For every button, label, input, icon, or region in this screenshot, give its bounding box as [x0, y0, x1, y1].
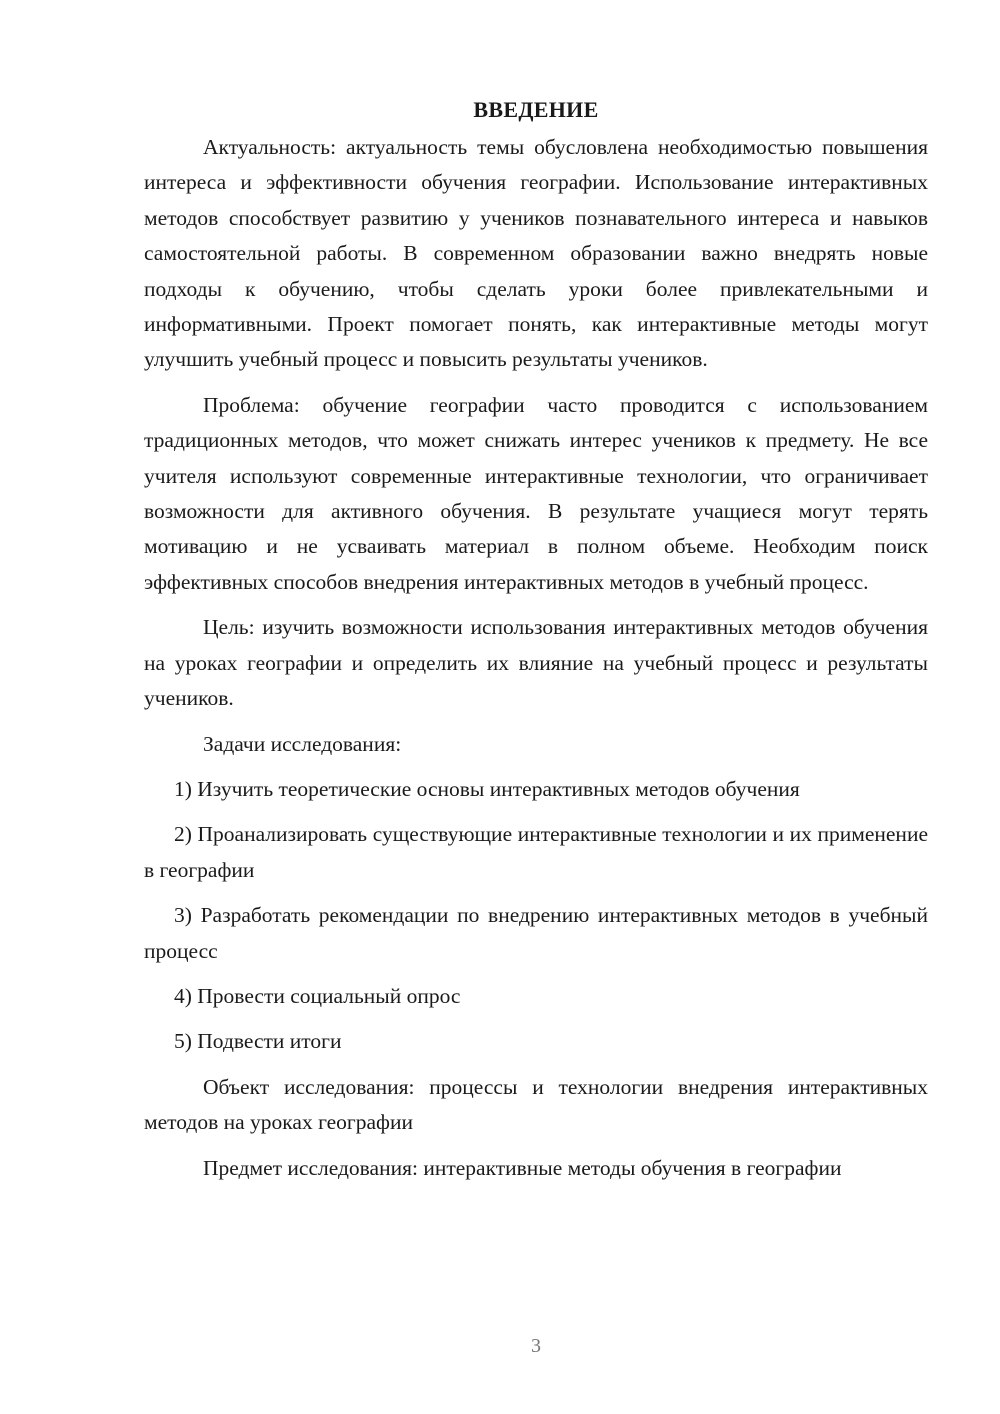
- document-page: [144, 92, 928, 1196]
- paragraph-relevance: Актуальность: актуальность темы обусловлена необходимостью повышения интереса и эффективности обучения географии. Использование интерактивных методов способствует развитию у учеников познавательного интереса и навыков самостоятельной работы. В современном образовании важно внедрять новые подходы к обучению, чтобы сделать уроки более привлекательными и информативными. Проект помогает понять, как интерактивные методы могут улучшить учебный процесс и повысить результаты учеников.: [144, 135, 928, 372]
- paragraph-subject: Предмет исследования: интерактивные методы обучения в географии: [203, 1155, 842, 1180]
- task-item: 1) Изучить теоретические основы интерактивных методов обучения: [174, 776, 800, 801]
- paragraph-object: Объект исследования: процессы и технологии внедрения интерактивных методов на уроках географии: [144, 1074, 928, 1135]
- section-title: ВВЕДЕНИЕ: [473, 97, 599, 122]
- task-item: 5) Подвести итоги: [174, 1029, 342, 1054]
- paragraph-goal: Цель: изучить возможности использования интерактивных методов обучения на уроках географии и определить их влияние на учебный процесс и результаты учеников.: [144, 615, 928, 711]
- paragraph-problem: Проблема: обучение географии часто проводится с использованием традиционных методов, что может снижать интерес учеников к предмету. Не все учителя используют современные интерактивные технологии, что ограничивает возможности для активного обучения. В результате учащиеся могут терять мотивацию и не усваивать материал в полном объеме. Необходим поиск эффективных способов внедрения интерактивных методов в учебный процесс.: [144, 392, 928, 594]
- task-item: 2) Проанализировать существующие интерактивные технологии и их применение в географии: [144, 822, 928, 882]
- tasks-heading: Задачи исследования:: [203, 731, 402, 756]
- task-item: 4) Провести социальный опрос: [174, 983, 461, 1008]
- page-number: 3: [531, 1335, 541, 1357]
- task-item: 3) Разработать рекомендации по внедрению интерактивных методов в учебный процесс: [144, 903, 928, 963]
